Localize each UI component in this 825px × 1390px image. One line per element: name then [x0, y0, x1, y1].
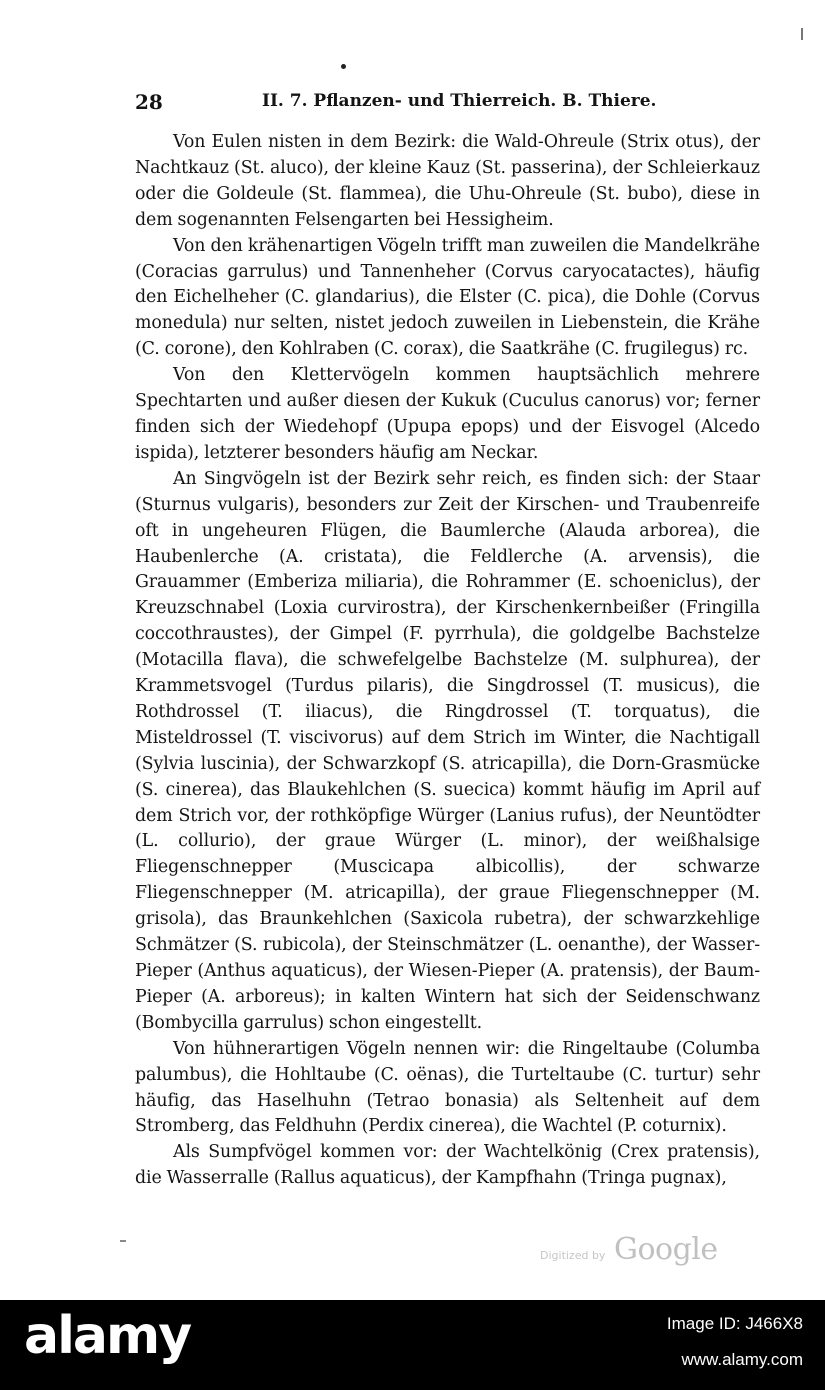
- paragraph-crows: Von den krähenartigen Vögeln trifft man zuweilen die Mandelkrähe (Coracias garrulus) und Tannenheher (Corvus caryocatactes), häufig den Eichelheher (C. glandarius), die Elster (C. pica), die Dohle (Corvus monedula) nur selten, nistet jedoch zuweilen in Liebenstein, die Krähe (C. corone), den Kohlraben (C. corax), die Saatkrähe (C. frugilegus) rc.: [135, 235, 760, 360]
- paragraph-owls: Von Eulen nisten in dem Bezirk: die Wald-Ohreule (Strix otus), der Nachtkauz (St. aluco), der kleine Kauz (St. passerina), der Schleierkauz oder die Goldeule (St. flammea), die Uhu-Ohreule (St. bubo), diese in dem sogenannten Felsengarten bei Hessigheim.: [135, 132, 760, 230]
- paragraph-waders: Als Sumpfvögel kommen vor: der Wachtelkönig (Crex pratensis), die Wasserralle (Rallus aquaticus), der Kampfhahn (Tringa pugnax),: [135, 1142, 760, 1189]
- stock-footer-bar: [0, 1300, 825, 1390]
- paragraph-climbers: Von den Klettervögeln kommen hauptsächlich mehrere Spechtarten und außer diesen der Kukuk (Cuculus canorus) vor; ferner finden sich der Wiedehopf (Upupa epops) und der Eisvogel (Alcedo ispida), letzterer besonders häufig am Neckar.: [135, 365, 760, 463]
- alamy-logo: alamy: [24, 1306, 191, 1366]
- ink-dot: [341, 64, 346, 69]
- paragraph-gallinaceous: Von hühnerartigen Vögeln nennen wir: die Ringeltaube (Columba palumbus), die Hohltaube (C. oënas), die Turteltaube (C. turtur) sehr häufig, das Haselhuhn (Tetrao bonasia) als Seltenheit auf dem Stromberg, das Feldhuhn (Perdix cinerea), die Wachtel (P. coturnix).: [135, 1038, 760, 1137]
- image-id: Image ID: J466X8: [666, 1314, 803, 1333]
- footer-url: www.alamy.com: [681, 1350, 803, 1369]
- google-logo: Google: [614, 1232, 718, 1267]
- page-header: [135, 90, 657, 114]
- running-title: II. 7. Pflanzen- und Thierreich. B. Thiere.: [262, 91, 657, 111]
- margin-mark: [801, 28, 803, 40]
- paragraph-songbirds: An Singvögeln ist der Bezirk sehr reich, es finden sich: der Staar (Sturnus vulgaris), besonders zur Zeit der Kirschen- und Traubenreife oft in ungeheuren Flügen, die Baumlerche (Alauda arborea), die Haubenlerche (A. cristata), die Feldlerche (A. arvensis), die Grauammer (Emberiza miliaria), die Rohrammer (E. schoeniclus), der Kreuzschnabel (Loxia curvirostra), der Kirschenkernbeißer (Fringilla coccothraustes), der Gimpel (F. pyrrhula), die goldgelbe Bachstelze (Motacilla flava), die schwefelgelbe Bachstelze (M. sulphurea), der Krammetsvogel (Turdus pilaris), die Singdrossel (T. musicus), die Rothdrossel (T. iliacus), die Ringdrossel (T. torquatus), die Misteldrossel (T. viscivorus) auf dem Strich im Winter, die Nachtigall (Sylvia luscinia), der Schwarzkopf (S. atricapilla), die Dorn-Grasmücke (S. cinerea), das Blaukehlchen (S. suecica) kommt häufig im April auf dem Strich vor, der rothköpfige Würger (Lanius rufus), der Neuntödter (L. collurio), der graue Würger (L. minor), der weißhalsige Fliegenschnepper (Muscicapa albicollis), der schwarze Fliegenschnepper (M. atricapilla), der graue Fliegenschnepper (M. grisola), das Braunkehlchen (Saxicola rubetra), der schwarzkehlige Schmätzer (S. rubicola), der Steinschmätzer (L. oenanthe), der Wasser-Pieper (Anthus aquaticus), der Wiesen-Pieper (A. pratensis), der Baum-Pieper (A. arboreus); in kalten Wintern hat sich der Seidenschwanz (Bombycilla garrulus) schon eingestellt.: [135, 468, 760, 1033]
- digitized-by-google-watermark: [540, 1232, 740, 1272]
- body-text: [135, 130, 760, 1192]
- watermark-prefix: Digitized by: [540, 1249, 606, 1262]
- page-number: 28: [135, 90, 163, 114]
- margin-mark: [120, 1240, 126, 1242]
